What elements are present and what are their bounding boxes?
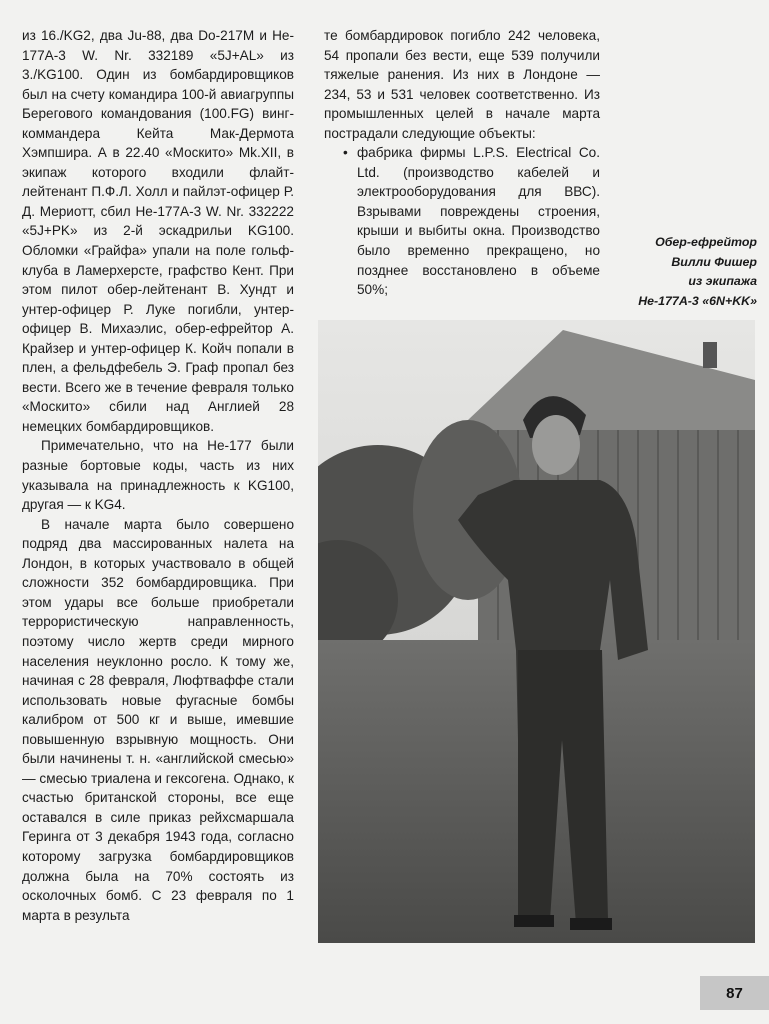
caption-line: He-177A-3 «6N+KK»	[638, 293, 757, 308]
page-number	[700, 976, 769, 1010]
bullet-marker: •	[343, 145, 348, 161]
caption-line: из экипажа	[688, 274, 757, 288]
paragraph: те бомбардировок погибло 242 человека, 54 пропали без вести, еще 539 получили тяжелые ранения. Из них в Лондоне — 234, 53 и 531 человек соответственно. Из промышленных целей в начале марта пострадали следующие объекты:	[324, 28, 600, 141]
paragraph: Примечательно, что на He-177 были разные бортовые коды, часть из них указывала на принадлежность к KG100, другая — к KG4.	[22, 438, 294, 513]
soldier-photo	[318, 320, 755, 943]
page-number-text: 87	[726, 984, 743, 1002]
photo-caption	[557, 233, 757, 311]
caption-line: Обер-ефрейтор	[655, 235, 757, 249]
paragraph: из 16./KG2, два Ju-88, два Do-217M и He-177A-3 W. Nr. 332189 «5J+AL» из 3./KG100. Один из бомбардировщиков был на счету командира 100-й авиагруппы Берегового командования (100.FG) винг-коммандера Кейта Мак-Дермота Хэмпшира. А в 22.40 «Москито» Mk.XII, в экипаж которого входили флайт-лейтенант П.Ф.Л. Холл и пайлэт-офицер Р. Д. Мериотт, сбил He-177A-3 W. Nr. 332222 «5J+PK» из 2-й эскадрильи KG100. Обломки «Грайфа» упали на поле гольф-клуба в Ламерхерсте, графство Кент. При этом пилот обер-лейтенант В. Хундт и унтер-офицер Р. Луке погибли, унтер-офицер В. Михаэлис, обер-ефрейтор А. Крайзер и унтер-офицер К. Койч попали в плен, а фельдфебель Э. Граф пропал без вести. Всего же в течение февраля только «Москито» сбили над Англией 28 немецких бомбардировщиков.	[22, 28, 294, 434]
soldier-photo-illustration	[318, 320, 755, 943]
text-column-left	[22, 26, 294, 925]
paragraph: В начале марта было совершено подряд два массированных налета на Лондон, в которых участвовало в общей сложности 352 бомбардировщика. При этом удары все больше приобретали террористическую направленность, поэтому число жертв среди мирного населения неуклонно росло. К тому же, начиная с 28 февраля, Люфтваффе стали использовать новые фугасные бомбы калибром от 500 кг и выше, имевшие повышенную взрывную мощность. Они были начинены т. н. «английской смесью» — смесью триалена и гексогена. Однако, к счастью британской стороны, все еще оставался в силе приказ рейхсмаршала Геринга от 3 декабря 1943 года, согласно которому загрузка бомбардировщиков должна была на 70% состоять из осколочных бомб. С 23 февраля по 1 марта в результа	[22, 516, 294, 923]
bullet-text: фабрика фирмы L.P.S. Electrical Co. Ltd. (производство кабелей и электрооборудования для ВВС). Взрывами повреждены строения, крыши и выбиты окна. Производство было временно прекращено, но позднее восстановлено в объеме 50%;	[357, 145, 600, 298]
caption-line: Вилли Фишер	[671, 254, 757, 269]
